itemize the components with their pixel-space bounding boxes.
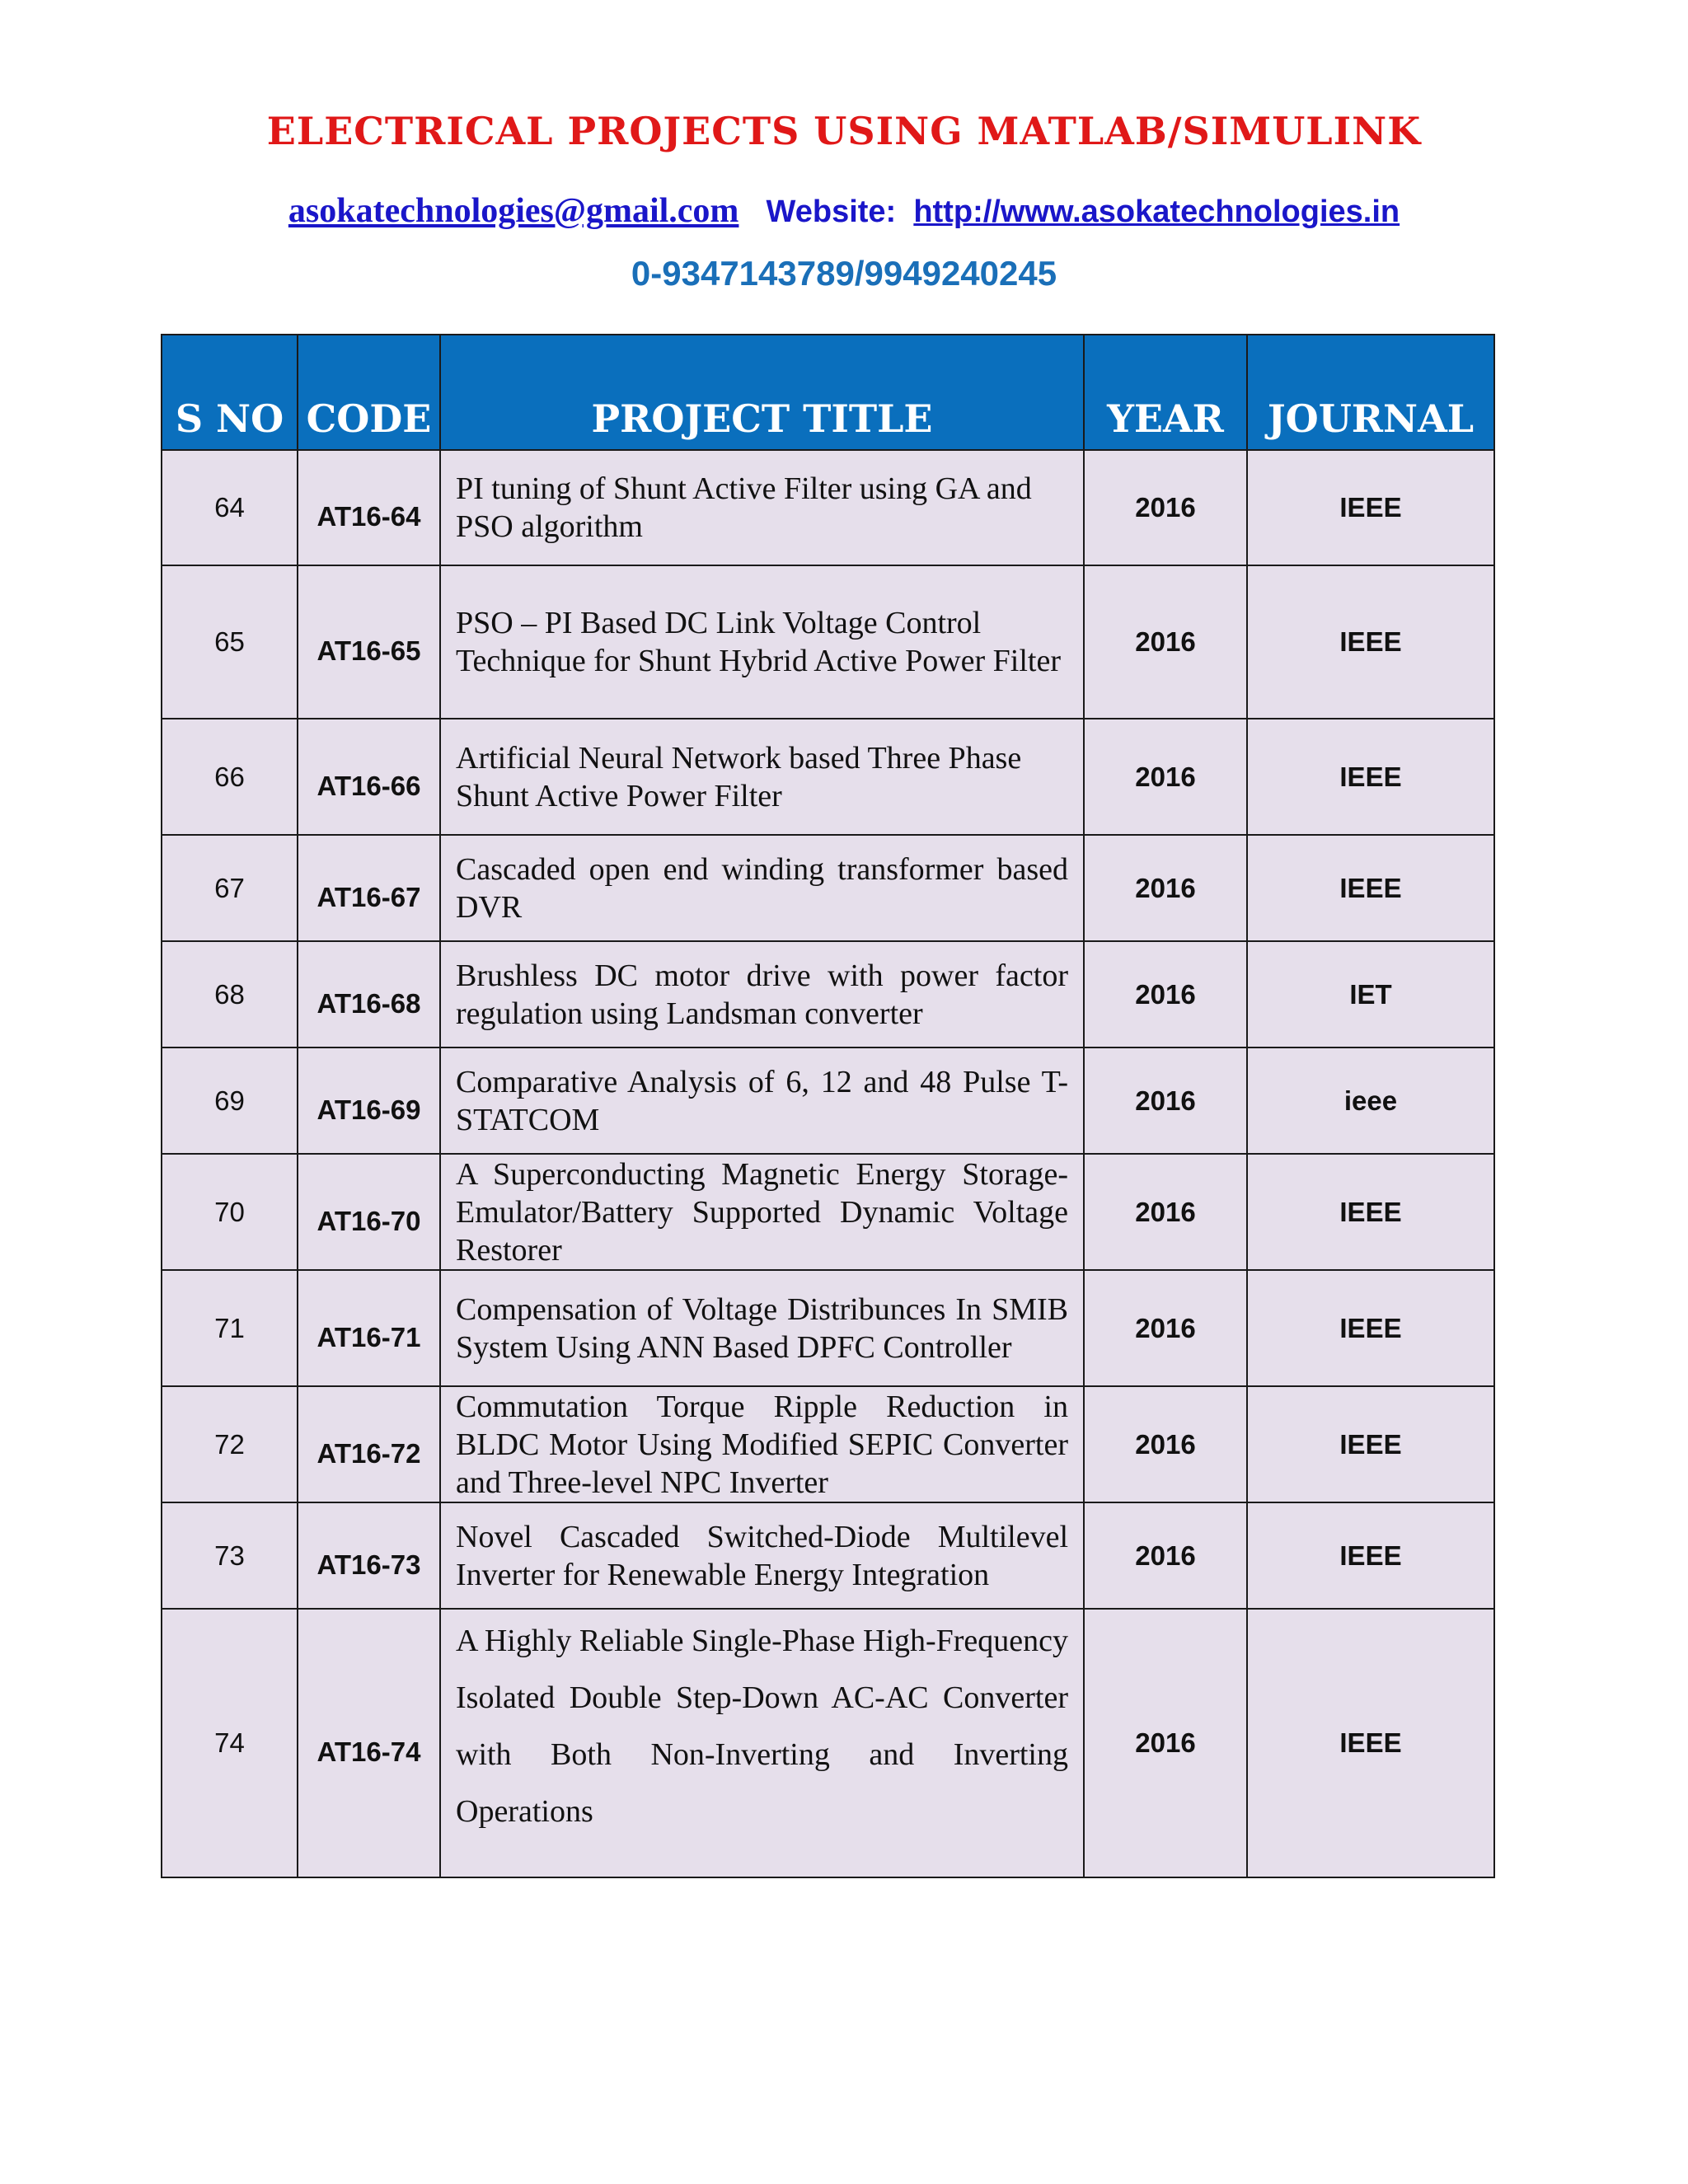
table-row: [162, 1609, 1494, 1877]
title-cell: Commutation Torque Ripple Reduction in BLDC Motor Using Modified SEPIC Converter and Three-level NPC Inverter: [440, 1386, 1084, 1502]
code-cell: AT16-65: [298, 565, 440, 719]
year-cell: 2016: [1084, 1154, 1247, 1270]
code-cell: AT16-67: [298, 835, 440, 941]
phone-numbers: 0-9347143789/9949240245: [631, 254, 1057, 293]
journal-cell: IEEE: [1247, 1270, 1494, 1386]
year-cell: 2016: [1084, 1502, 1247, 1609]
code-cell: AT16-66: [298, 719, 440, 835]
table-row: [162, 1386, 1494, 1502]
table-row: [162, 1047, 1494, 1154]
title-cell: PI tuning of Shunt Active Filter using GA and PSO algorithm: [440, 450, 1084, 565]
projects-table: [161, 334, 1495, 1878]
title-cell: PSO – PI Based DC Link Voltage Control Technique for Shunt Hybrid Active Power Filter: [440, 565, 1084, 719]
year-cell: 2016: [1084, 1270, 1247, 1386]
year-cell: 2016: [1084, 1386, 1247, 1502]
journal-cell: IET: [1247, 941, 1494, 1047]
sno-cell: 64: [162, 450, 298, 565]
year-cell: 2016: [1084, 835, 1247, 941]
table-row: [162, 1502, 1494, 1609]
column-header-title: PROJECT TITLE: [440, 335, 1084, 450]
year-cell: 2016: [1084, 450, 1247, 565]
column-header-sno: S NO: [162, 335, 298, 450]
website-label: Website:: [766, 194, 897, 229]
sno-cell: 74: [162, 1609, 298, 1877]
sno-cell: 68: [162, 941, 298, 1047]
table-row: [162, 1154, 1494, 1270]
table-header-row: [162, 335, 1494, 450]
code-cell: AT16-71: [298, 1270, 440, 1386]
year-cell: 2016: [1084, 1047, 1247, 1154]
journal-cell: ieee: [1247, 1047, 1494, 1154]
journal-cell: IEEE: [1247, 1154, 1494, 1270]
title-cell: A Superconducting Magnetic Energy Storage- Emulator/Battery Supported Dynamic Voltage Restorer: [440, 1154, 1084, 1270]
table-row: [162, 941, 1494, 1047]
title-cell: Brushless DC motor drive with power factor regulation using Landsman converter: [440, 941, 1084, 1047]
sno-cell: 65: [162, 565, 298, 719]
contact-line: [0, 191, 1688, 231]
sno-cell: 66: [162, 719, 298, 835]
title-cell: Comparative Analysis of 6, 12 and 48 Pulse T-STATCOM: [440, 1047, 1084, 1154]
column-header-code: CODE: [298, 335, 440, 450]
website-link[interactable]: http://www.asokatechnologies.in: [913, 194, 1400, 229]
sno-cell: 67: [162, 835, 298, 941]
sno-cell: 69: [162, 1047, 298, 1154]
table-row: [162, 835, 1494, 941]
title-cell: Novel Cascaded Switched-Diode Multilevel Inverter for Renewable Energy Integration: [440, 1502, 1084, 1609]
code-cell: AT16-70: [298, 1154, 440, 1270]
sno-cell: 71: [162, 1270, 298, 1386]
year-cell: 2016: [1084, 719, 1247, 835]
code-cell: AT16-72: [298, 1386, 440, 1502]
journal-cell: IEEE: [1247, 719, 1494, 835]
sno-cell: 70: [162, 1154, 298, 1270]
code-cell: AT16-64: [298, 450, 440, 565]
title-cell: Compensation of Voltage Distribunces In SMIB System Using ANN Based DPFC Controller: [440, 1270, 1084, 1386]
table-row: [162, 450, 1494, 565]
table-row: [162, 565, 1494, 719]
table-row: [162, 719, 1494, 835]
code-cell: AT16-74: [298, 1609, 440, 1877]
code-cell: AT16-68: [298, 941, 440, 1047]
journal-cell: IEEE: [1247, 1609, 1494, 1877]
title-cell: Cascaded open end winding transformer based DVR: [440, 835, 1084, 941]
title-cell: Artificial Neural Network based Three Phase Shunt Active Power Filter: [440, 719, 1084, 835]
code-cell: AT16-69: [298, 1047, 440, 1154]
sno-cell: 72: [162, 1386, 298, 1502]
journal-cell: IEEE: [1247, 1502, 1494, 1609]
journal-cell: IEEE: [1247, 565, 1494, 719]
email-link[interactable]: asokatechnologies@gmail.com: [288, 192, 739, 230]
column-header-year: YEAR: [1084, 335, 1247, 450]
year-cell: 2016: [1084, 1609, 1247, 1877]
code-cell: AT16-73: [298, 1502, 440, 1609]
title-cell: A Highly Reliable Single-Phase High-Frequency Isolated Double Step-Down AC-AC Converter with Both Non-Inverting and Inverting Operations: [440, 1609, 1084, 1877]
year-cell: 2016: [1084, 565, 1247, 719]
year-cell: 2016: [1084, 941, 1247, 1047]
journal-cell: IEEE: [1247, 1386, 1494, 1502]
table-row: [162, 1270, 1494, 1386]
journal-cell: IEEE: [1247, 835, 1494, 941]
journal-cell: IEEE: [1247, 450, 1494, 565]
sno-cell: 73: [162, 1502, 298, 1609]
page-title: ELECTRICAL PROJECTS USING MATLAB/SIMULINK: [266, 109, 1422, 153]
column-header-journal: JOURNAL: [1247, 335, 1494, 450]
